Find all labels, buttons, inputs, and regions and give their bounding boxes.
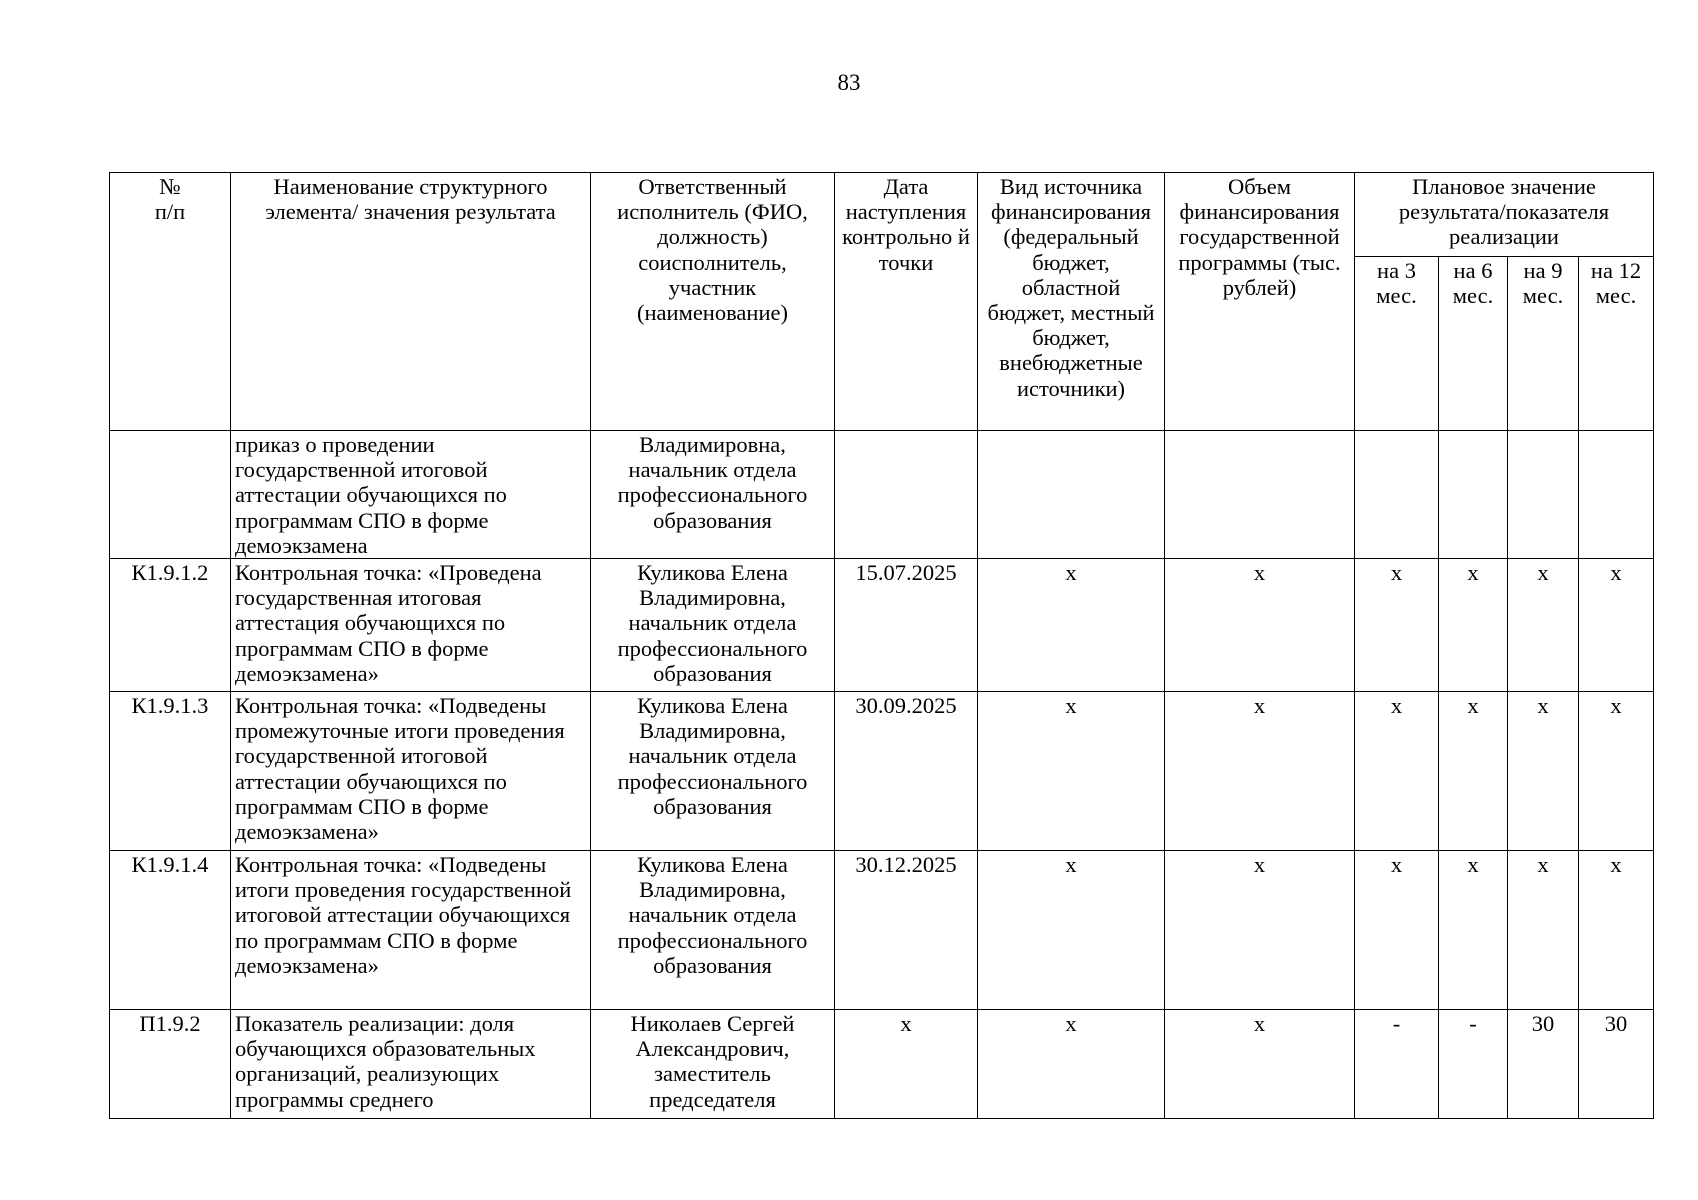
cell-num: П1.9.2 bbox=[110, 1010, 231, 1119]
cell-3-months: х bbox=[1355, 559, 1439, 692]
cell-num: К1.9.1.2 bbox=[110, 559, 231, 692]
cell-funding-volume bbox=[1165, 431, 1355, 559]
cell-name: Показатель реализации: доля обучающихся образовательных организаций, реализующих программы среднего bbox=[231, 1010, 591, 1119]
cell-num: К1.9.1.4 bbox=[110, 851, 231, 1010]
cell-executor: Владимировна, начальник отдела профессионального образования bbox=[591, 431, 835, 559]
cell-executor: Куликова Елена Владимировна, начальник отдела профессионального образования bbox=[591, 559, 835, 692]
cell-9-months bbox=[1508, 431, 1579, 559]
table-row bbox=[110, 431, 1654, 559]
cell-date: 30.12.2025 bbox=[835, 851, 978, 1010]
cell-funding-source: х bbox=[978, 559, 1165, 692]
cell-9-months: 30 bbox=[1508, 1010, 1579, 1119]
cell-funding-source: х bbox=[978, 851, 1165, 1010]
table-row bbox=[110, 559, 1654, 692]
cell-num bbox=[110, 431, 231, 559]
cell-funding-volume: х bbox=[1165, 851, 1355, 1010]
cell-12-months: 30 bbox=[1579, 1010, 1654, 1119]
cell-6-months bbox=[1439, 431, 1508, 559]
cell-executor: Куликова Елена Владимировна, начальник отдела профессионального образования bbox=[591, 851, 835, 1010]
header-planned-value: Плановое значение результата/показателя реализации bbox=[1355, 173, 1654, 257]
cell-6-months: х bbox=[1439, 851, 1508, 1010]
cell-name: Контрольная точка: «Проведена государственная итоговая аттестация обучающихся по программам СПО в форме демоэкзамена» bbox=[231, 559, 591, 692]
cell-12-months: х bbox=[1579, 559, 1654, 692]
cell-3-months: х bbox=[1355, 692, 1439, 851]
header-3-months: на 3 мес. bbox=[1355, 257, 1439, 431]
cell-date: 15.07.2025 bbox=[835, 559, 978, 692]
header-date: Дата наступления контрольно й точки bbox=[835, 173, 978, 431]
header-funding-source: Вид источника финансирования (федеральный бюджет, областной бюджет, местный бюджет, внебюджетные источники) bbox=[978, 173, 1165, 431]
cell-9-months: х bbox=[1508, 851, 1579, 1010]
cell-3-months: х bbox=[1355, 851, 1439, 1010]
header-9-months: на 9 мес. bbox=[1508, 257, 1579, 431]
header-6-months: на 6 мес. bbox=[1439, 257, 1508, 431]
cell-funding-volume: х bbox=[1165, 559, 1355, 692]
header-name: Наименование структурного элемента/ значения результата bbox=[231, 173, 591, 431]
cell-funding-source: х bbox=[978, 692, 1165, 851]
cell-6-months: - bbox=[1439, 1010, 1508, 1119]
cell-funding-source bbox=[978, 431, 1165, 559]
cell-3-months: - bbox=[1355, 1010, 1439, 1119]
header-executor: Ответственный исполнитель (ФИО, должность) соисполнитель, участник (наименование) bbox=[591, 173, 835, 431]
cell-funding-source: х bbox=[978, 1010, 1165, 1119]
table-row bbox=[110, 1010, 1654, 1119]
header-row-top bbox=[110, 173, 1654, 257]
cell-date bbox=[835, 431, 978, 559]
cell-num: К1.9.1.3 bbox=[110, 692, 231, 851]
cell-6-months: х bbox=[1439, 692, 1508, 851]
cell-3-months bbox=[1355, 431, 1439, 559]
cell-12-months bbox=[1579, 431, 1654, 559]
cell-12-months: х bbox=[1579, 851, 1654, 1010]
cell-date: х bbox=[835, 1010, 978, 1119]
cell-funding-volume: х bbox=[1165, 1010, 1355, 1119]
program-table bbox=[109, 172, 1654, 1119]
cell-9-months: х bbox=[1508, 692, 1579, 851]
page-number: 83 bbox=[837, 70, 861, 95]
cell-funding-volume: х bbox=[1165, 692, 1355, 851]
header-12-months: на 12 мес. bbox=[1579, 257, 1654, 431]
table-row bbox=[110, 692, 1654, 851]
header-funding-volume: Объем финансирования государственной программы (тыс. рублей) bbox=[1165, 173, 1355, 431]
cell-date: 30.09.2025 bbox=[835, 692, 978, 851]
cell-executor: Куликова Елена Владимировна, начальник отдела профессионального образования bbox=[591, 692, 835, 851]
header-num: № п/п bbox=[110, 173, 231, 431]
table-row bbox=[110, 851, 1654, 1010]
cell-executor: Николаев Сергей Александрович, заместитель председателя bbox=[591, 1010, 835, 1119]
cell-6-months: х bbox=[1439, 559, 1508, 692]
cell-name: Контрольная точка: «Подведены итоги проведения государственной итоговой аттестации обучающихся по программам СПО в форме демоэкзамена» bbox=[231, 851, 591, 1010]
cell-name: Контрольная точка: «Подведены промежуточные итоги проведения государственной итоговой аттестации обучающихся по программам СПО в форме демоэкзамена» bbox=[231, 692, 591, 851]
cell-9-months: х bbox=[1508, 559, 1579, 692]
cell-12-months: х bbox=[1579, 692, 1654, 851]
cell-name: приказ о проведении государственной итоговой аттестации обучающихся по программам СПО в форме демоэкзамена bbox=[231, 431, 591, 559]
